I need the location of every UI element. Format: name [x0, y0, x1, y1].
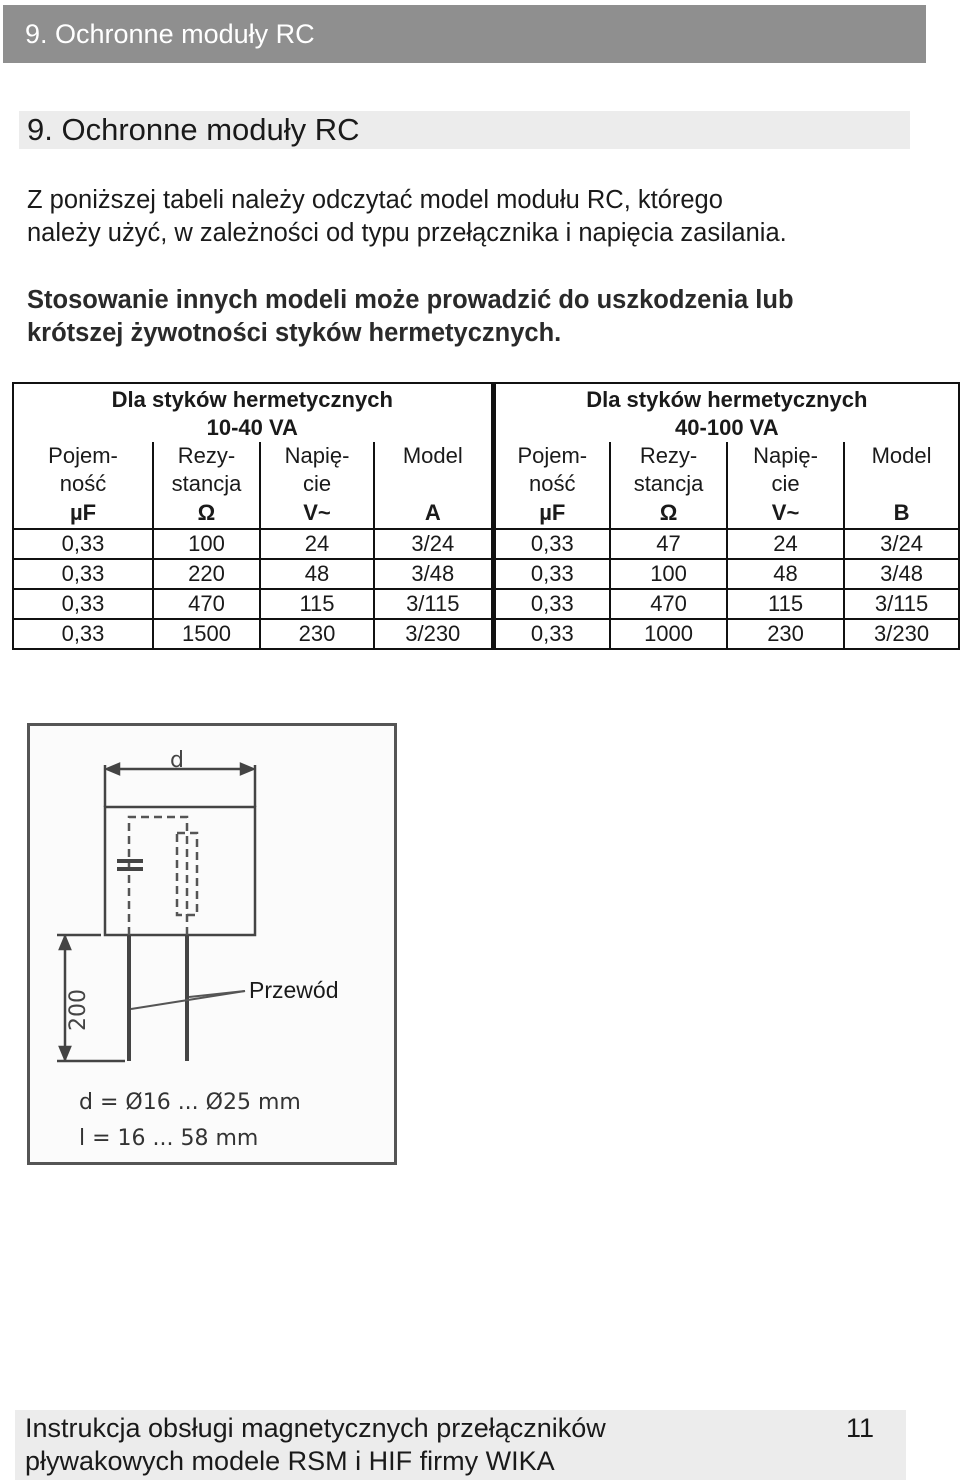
table-cell: 115 — [727, 589, 844, 619]
table-cell: 24 — [260, 529, 374, 559]
table-row — [13, 589, 959, 619]
group-b-range: 40-100 VA — [675, 415, 779, 440]
table-cell: 24 — [727, 529, 844, 559]
column-header-row — [13, 442, 959, 498]
unit-cell: V~ — [260, 498, 374, 529]
table-row — [13, 619, 959, 649]
table-cell: 3/24 — [374, 529, 493, 559]
group-header-a — [13, 383, 493, 442]
page-number: 11 — [845, 1413, 874, 1443]
warning-line-2: krótszej żywotności styków hermetycznych. — [27, 319, 562, 347]
header-title: 9. Ochronne moduły RC — [25, 19, 315, 49]
footer-line-2: pływakowych modele RSM i HIF firmy WIKA — [25, 1446, 555, 1476]
header-model-b: Model — [844, 442, 959, 498]
table-cell: 115 — [260, 589, 374, 619]
table-row — [13, 559, 959, 589]
unit-row — [13, 498, 959, 529]
header-voltage-b: Napię- cie — [727, 442, 844, 498]
group-a-title: Dla styków hermetycznych — [111, 387, 393, 412]
table-cell: 1000 — [610, 619, 727, 649]
table-cell: 0,33 — [13, 619, 153, 649]
table-cell: 220 — [153, 559, 260, 589]
unit-cell: Ω — [610, 498, 727, 529]
unit-cell: V~ — [727, 498, 844, 529]
header-resistance-b: Rezy- stancja — [610, 442, 727, 498]
table-cell: 0,33 — [13, 529, 153, 559]
table-cell: 1500 — [153, 619, 260, 649]
table-cell: 48 — [260, 559, 374, 589]
table-cell: 3/48 — [844, 559, 959, 589]
group-header-b — [493, 383, 959, 442]
lead-label: Przewód — [249, 977, 339, 1003]
group-a-range: 10-40 VA — [206, 415, 298, 440]
table-cell: 3/230 — [374, 619, 493, 649]
footer — [25, 1412, 606, 1478]
table-cell: 0,33 — [493, 559, 610, 589]
table-cell: 3/48 — [374, 559, 493, 589]
table-cell: 230 — [727, 619, 844, 649]
header-voltage-a: Napię- cie — [260, 442, 374, 498]
intro-line-1: Z poniższej tabeli należy odczytać model modułu RC, którego — [27, 186, 723, 214]
table-cell: 47 — [610, 529, 727, 559]
table-cell: 3/115 — [374, 589, 493, 619]
unit-cell: B — [844, 498, 959, 529]
header-resistance-a: Rezy- stancja — [153, 442, 260, 498]
table-cell: 0,33 — [13, 559, 153, 589]
warning-line-1: Stosowanie innych modeli może prowadzić do uszkodzenia lub — [27, 286, 794, 314]
spec-length: l = 16 ... 58 mm — [79, 1126, 259, 1151]
group-b-title: Dla styków hermetycznych — [586, 387, 868, 412]
unit-cell: µF — [13, 498, 153, 529]
dimension-d-label: d — [170, 748, 184, 773]
table-cell: 470 — [610, 589, 727, 619]
table-cell: 0,33 — [13, 589, 153, 619]
unit-cell: Ω — [153, 498, 260, 529]
unit-cell: A — [374, 498, 493, 529]
table-cell: 230 — [260, 619, 374, 649]
table-cell: 3/230 — [844, 619, 959, 649]
table-cell: 0,33 — [493, 529, 610, 559]
footer-line-1: Instrukcja obsługi magnetycznych przełączników — [25, 1413, 606, 1443]
table-cell: 100 — [610, 559, 727, 589]
section-title-text: 9. Ochronne moduły RC — [27, 112, 360, 147]
table-row — [13, 529, 959, 559]
header-model-a: Model — [374, 442, 493, 498]
header-capacitance-b: Pojem- ność — [493, 442, 610, 498]
section-title — [19, 111, 910, 149]
header-capacitance-a: Pojem- ność — [13, 442, 153, 498]
table-cell: 3/24 — [844, 529, 959, 559]
table-cell: 48 — [727, 559, 844, 589]
table-cell: 0,33 — [493, 619, 610, 649]
table-cell: 0,33 — [493, 589, 610, 619]
dimension-length-label: 200 — [66, 989, 91, 1031]
rc-module-diagram — [27, 723, 397, 1165]
rc-module-table — [12, 382, 960, 650]
unit-cell: µF — [493, 498, 610, 529]
table-cell: 100 — [153, 529, 260, 559]
page-header — [3, 5, 926, 63]
intro-line-2: należy użyć, w zależności od typu przełącznika i napięcia zasilania. — [27, 219, 787, 247]
warning-paragraph — [27, 284, 794, 350]
table-cell: 3/115 — [844, 589, 959, 619]
spec-diameter: d = Ø16 ... Ø25 mm — [79, 1090, 301, 1115]
group-header-row — [13, 383, 959, 442]
table-cell: 470 — [153, 589, 260, 619]
intro-paragraph — [27, 184, 787, 250]
